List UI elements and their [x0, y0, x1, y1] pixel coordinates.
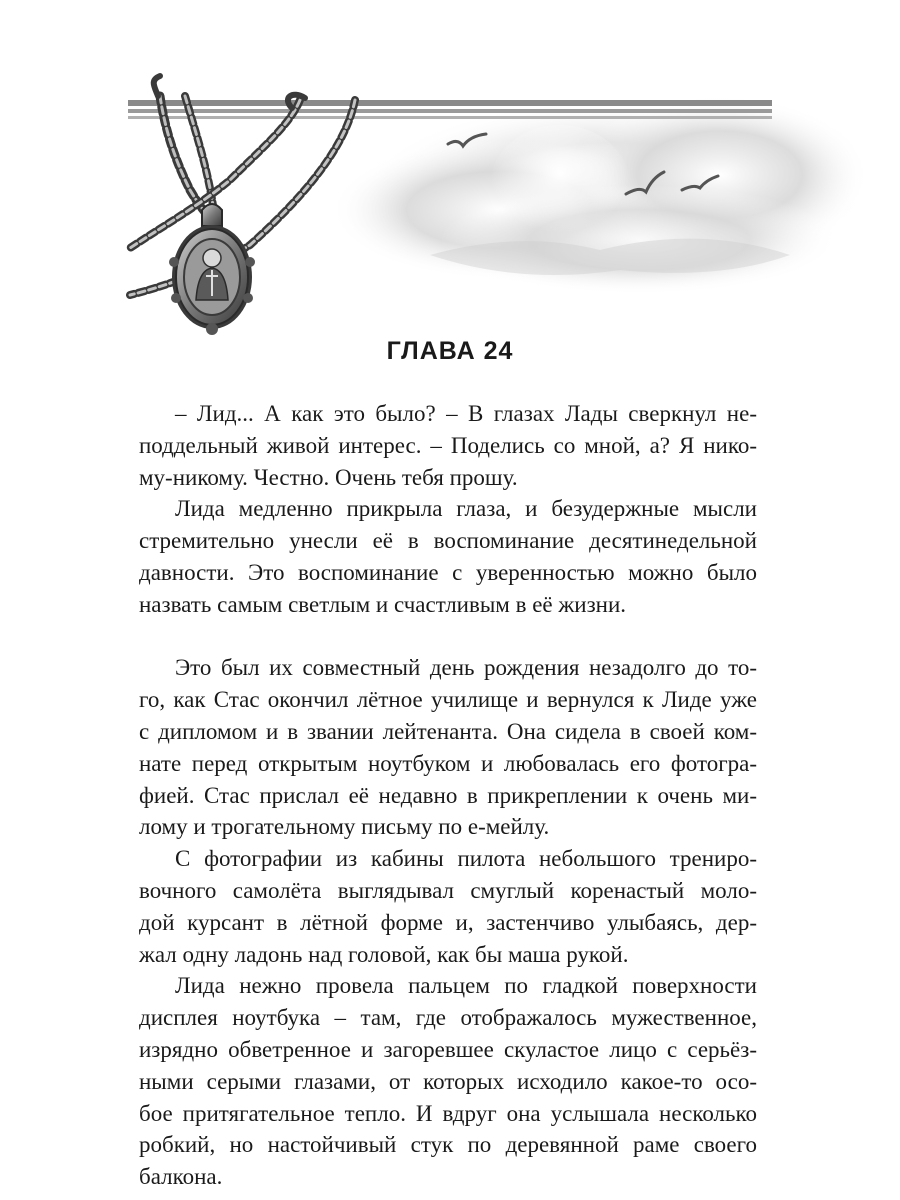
paragraph — [139, 493, 757, 620]
section-break — [139, 621, 757, 653]
text-line: бое притягательное тепло. И вдруг она услышала несколько — [139, 1100, 757, 1126]
paragraph — [139, 652, 757, 843]
paragraph — [139, 970, 757, 1193]
text-line: Лида нежно провела пальцем по гладкой поверхности — [175, 973, 757, 999]
st-nicholas-pendant-icon — [169, 204, 255, 335]
text-line: фией. Стас прислал её недавно в прикреплении к очень ми- — [139, 782, 757, 808]
text-line: вочного самолёта выглядывал смуглый коренастый моло- — [139, 877, 757, 903]
text-line: лому и трогательному письму по е-мейлу. — [139, 814, 550, 840]
chapter-header-illustration — [0, 0, 900, 345]
text-line: с дипломом и в звании лейтенанта. Она сидела в своей ком- — [139, 718, 757, 744]
text-line: му-никому. Честно. Очень тебя прошу. — [139, 464, 518, 490]
text-line: дисплея ноутбука – там, где отображалось мужественное, — [139, 1005, 757, 1031]
paragraph — [139, 843, 757, 970]
text-line: Это был их совместный день рождения незадолго до то- — [175, 655, 757, 681]
text-line: нате перед открытым ноутбуком и любовалась его фотогра- — [139, 750, 757, 776]
text-line: давности. Это воспоминание с уверенностью можно было — [139, 559, 757, 585]
text-line: балкона. — [139, 1164, 223, 1190]
text-line: жал одну ладонь над головой, как бы маша рукой. — [139, 941, 629, 967]
text-line: назвать самым светлым и счастливым в её жизни. — [139, 591, 627, 617]
chapter-body — [139, 398, 757, 1193]
text-line: го, как Стас окончил лётное училище и вернулся к Лиде уже — [139, 687, 757, 713]
text-line: – Лид... А как это было? – В глазах Лады сверкнул не- — [175, 401, 757, 426]
chapter-title: ГЛАВА 24 — [386, 337, 514, 365]
text-line: робкий, но настойчивый стук по деревянной раме своего — [139, 1132, 757, 1158]
text-line: поддельный живой интерес. – Поделись со мной, а? Я нико- — [139, 432, 757, 458]
text-line: С фотографии из кабины пилота небольшого трениро- — [175, 846, 757, 872]
text-line: изрядно обветренное и загоревшее скуластое лицо с серьёз- — [139, 1036, 757, 1062]
text-line: дой курсант в лётной форме и, застенчиво улыбаясь, дер- — [139, 909, 757, 935]
header-rule — [128, 100, 772, 119]
text-line: ными серыми глазами, от которых исходило какое-то осо- — [139, 1068, 757, 1094]
text-line: Лида медленно прикрыла глаза, и безудержные мысли — [175, 496, 757, 522]
clouds — [330, 95, 870, 295]
text-line: стремительно унесли её в воспоминание десятинедельной — [139, 528, 757, 554]
paragraph — [139, 398, 757, 493]
